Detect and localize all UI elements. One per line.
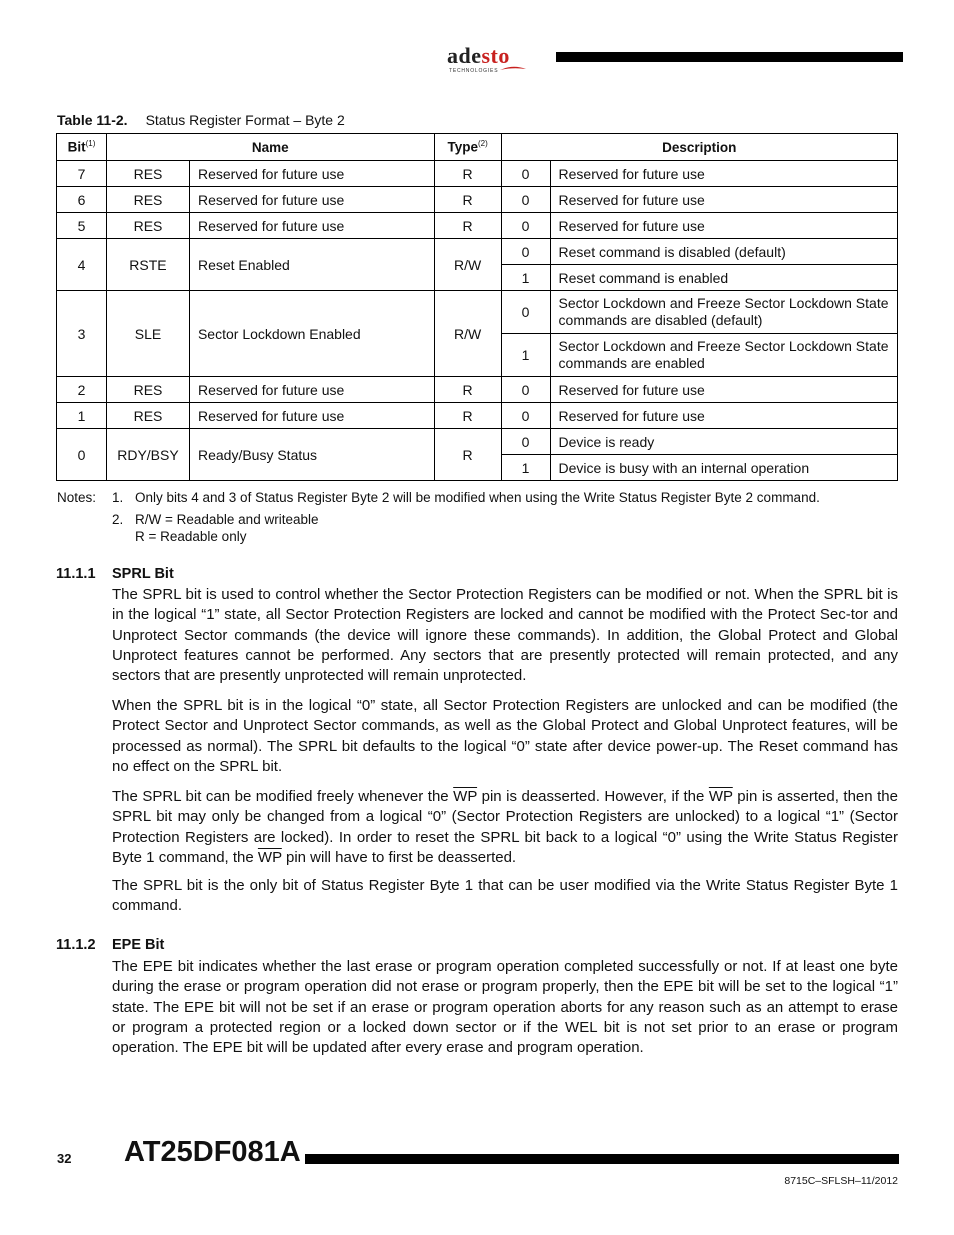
description-cell: Reserved for future use (550, 161, 897, 187)
name-cell: Reserved for future use (189, 161, 434, 187)
header-type: Type$^{(2)}$ (434, 134, 501, 161)
bit-cell: 7 (57, 161, 107, 187)
note-number: 2. (112, 512, 124, 527)
name-cell: Reserved for future use (189, 403, 434, 429)
wp-signal: $\overline{WP}$ (708, 788, 733, 805)
description-cell: Device is busy with an internal operation (550, 455, 897, 481)
sprl-paragraph-1: The SPRL bit is used to control whether the Sector Protection Registers can be modified or not. When the SPRL bit is in the logical “1” state, all Sector Protection Registers are locked and cannot be modified with the Protect Sec-tor and Unprotect Sector commands (the device will ignore these commands). In addition, the Global Protect and Global Unprotect features cannot be performed. Any sectors that are presently protected will remain protected, and any sectors that are presently unprotected will remain unprotected. (112, 586, 898, 685)
section-title: SPRL Bit (112, 566, 174, 582)
note-number: 1. (112, 490, 124, 505)
table-row (57, 161, 898, 187)
table-row (57, 403, 898, 429)
value-cell: 0 (501, 403, 550, 429)
note-text: R/W = Readable and writeable (135, 512, 319, 527)
type-cell: R (434, 403, 501, 429)
abbr-cell: RES (106, 161, 189, 187)
table-header-row (57, 134, 898, 161)
bit-cell: 0 (57, 429, 107, 481)
name-cell: Reserved for future use (189, 213, 434, 239)
name-cell: Reserved for future use (189, 187, 434, 213)
value-cell: 1 (501, 265, 550, 291)
name-cell: Reserved for future use (189, 377, 434, 403)
table-notes (57, 489, 820, 545)
value-cell: 0 (501, 213, 550, 239)
bit-cell: 2 (57, 377, 107, 403)
table-row (57, 429, 898, 455)
epe-paragraph-1: The EPE bit indicates whether the last erase or program operation completed successfully or not. If at least one byte during the erase or program operation did not erase or program properly, then the EPE bit will be set to the logical “1” state. The EPE bit will not be set if an erase or program operation aborts for any reason such as an attempt to erase or program a protected region or a locked down sector or if the WEL bit is not set prior to an erase or program operation. The EPE bit will be updated after every erase and program operation. (112, 958, 898, 1057)
value-cell: 0 (501, 291, 550, 334)
section-heading-sprl (56, 566, 174, 582)
note-text: Only bits 4 and 3 of Status Register Byte 2 will be modified when using the Write Status Register Byte 2 command. (135, 490, 820, 505)
note-text: R = Readable only (135, 529, 247, 544)
description-cell: Reset command is enabled (550, 265, 897, 291)
sprl-paragraph-2: When the SPRL bit is in the logical “0” state, all Sector Protection Registers are unlocked and can be modified (the Protect Sector and Unprotect Sector commands, as well as the Global Protect and Global Unprotect features, will be processed as normal). The SPRL bit defaults to the logical “0” state after device power-up. The Reset command has no effect on the SPRL bit. (112, 697, 898, 775)
table-row (57, 213, 898, 239)
value-cell: 1 (501, 334, 550, 377)
type-cell: R/W (434, 239, 501, 291)
abbr-cell: RES (106, 403, 189, 429)
abbr-cell: RES (106, 377, 189, 403)
bit-cell: 3 (57, 291, 107, 377)
table-row (57, 239, 898, 265)
description-cell: Reserved for future use (550, 377, 897, 403)
logo-wordmark: adesto (447, 43, 510, 68)
abbr-cell: RES (106, 213, 189, 239)
status-register-table (56, 133, 898, 481)
bit-cell: 6 (57, 187, 107, 213)
abbr-cell: SLE (106, 291, 189, 377)
header-description: Description (501, 134, 897, 161)
logo-swoosh-icon (499, 65, 527, 73)
notes-label: Notes: (57, 490, 97, 505)
abbr-cell: RDY/BSY (106, 429, 189, 481)
name-cell: Sector Lockdown Enabled (189, 291, 434, 377)
type-cell: R (434, 187, 501, 213)
value-cell: 0 (501, 239, 550, 265)
company-logo (447, 44, 529, 76)
description-cell: Device is ready (550, 429, 897, 455)
table-row (57, 377, 898, 403)
wp-signal: $\overline{WP}$ (257, 848, 282, 866)
document-title: AT25DF081A (124, 1136, 301, 1168)
sprl-paragraph-3: The SPRL bit can be modified freely whenever the $\overline{WP}$ pin is deasserted. However, if the $\overline{WP}$ pin is asserted, then the SPRL bit may only be changed from a logical “0” (Sector Protection Registers are unlocked) to a logical “1” (Sector Protection Registers are locked). In order to reset the SPRL bit back to a logical “0” using the Write Status Register Byte 1 command, the $\overline{WP}$ pin will have to first be deasserted. (112, 788, 898, 866)
wp-signal: $\overline{WP}$ (453, 788, 478, 805)
document-reference: 8715C–SFLSH–11/2012 (784, 1175, 898, 1187)
table-caption-title: Status Register Format – Byte 2 (145, 112, 345, 128)
header-rule (556, 52, 903, 62)
value-cell: 0 (501, 429, 550, 455)
name-cell: Ready/Busy Status (189, 429, 434, 481)
type-cell: R (434, 429, 501, 481)
section-number: 11.1.2 (56, 937, 96, 953)
header-bit: Bit$^{(1)}$ (57, 134, 107, 161)
section-heading-epe (56, 937, 164, 953)
header-name: Name (106, 134, 434, 161)
value-cell: 0 (501, 161, 550, 187)
table-caption-label: Table 11-2. (57, 112, 128, 128)
type-cell: R/W (434, 291, 501, 377)
abbr-cell: RSTE (106, 239, 189, 291)
bit-cell: 5 (57, 213, 107, 239)
description-cell: Reserved for future use (550, 187, 897, 213)
description-cell: Reserved for future use (550, 403, 897, 429)
footer-rule (305, 1154, 899, 1164)
bit-cell: 1 (57, 403, 107, 429)
value-cell: 0 (501, 187, 550, 213)
description-cell: Sector Lockdown and Freeze Sector Lockdown State commands are disabled (default) (550, 291, 897, 334)
table-row (57, 291, 898, 334)
abbr-cell: RES (106, 187, 189, 213)
type-cell: R (434, 213, 501, 239)
description-cell: Reserved for future use (550, 213, 897, 239)
description-cell: Reset command is disabled (default) (550, 239, 897, 265)
sprl-paragraph-4: The SPRL bit is the only bit of Status Register Byte 1 that can be user modified via the Write Status Register Byte 1 command. (112, 877, 898, 915)
section-title: EPE Bit (112, 937, 165, 953)
page-number: 32 (57, 1151, 72, 1166)
type-cell: R (434, 377, 501, 403)
name-cell: Reset Enabled (189, 239, 434, 291)
table-row (57, 187, 898, 213)
section-number: 11.1.1 (56, 566, 96, 582)
table-caption (57, 112, 345, 128)
value-cell: 0 (501, 377, 550, 403)
value-cell: 1 (501, 455, 550, 481)
bit-cell: 4 (57, 239, 107, 291)
type-cell: R (434, 161, 501, 187)
description-cell: Sector Lockdown and Freeze Sector Lockdown State commands are enabled (550, 334, 897, 377)
logo-subtitle: TECHNOLOGIES (449, 68, 499, 74)
